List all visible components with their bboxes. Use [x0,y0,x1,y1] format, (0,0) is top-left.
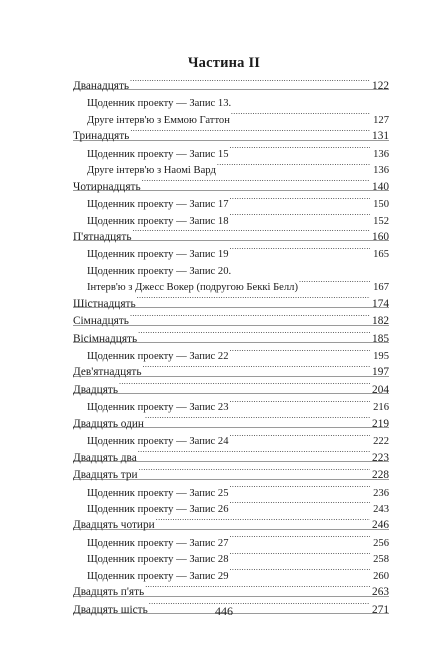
toc-entry-page: 185 [372,332,389,345]
toc-entry-label: Щоденник проекту — Запис 20. [87,265,232,277]
toc-entry-page: 219 [372,417,389,430]
toc-entry-label: Інтерв'ю з Джесс Вокер (подругою Беккі Белл) [87,282,298,294]
toc-entry-label: Щоденник проекту — Запис 18 [87,215,229,227]
toc-entry-label: Щоденник проекту — Запис 24 [87,436,229,448]
dot-leader [217,157,370,173]
page-number: 446 [215,604,233,618]
dot-leader [143,359,371,375]
toc-entry-page: 216 [373,402,389,414]
toc-entry-page: 222 [373,436,389,448]
toc-entry-label: Двадцять [73,383,118,396]
toc-entry-label: Щоденник проекту — Запис 13. [87,98,232,110]
toc-entry-label: Сімнадцять [73,315,129,328]
toc-entry-page: 260 [373,570,389,582]
toc-entry-label: Тринадцять [73,130,130,143]
toc-entry-page: 174 [372,297,389,310]
toc-entry-page: 256 [373,537,389,549]
dot-leader [142,174,370,190]
part-title: Частина II [187,55,261,71]
dot-leader [231,107,370,123]
dot-leader [145,579,370,595]
toc-entry-page: 182 [372,315,389,328]
toc-entry-page: 271 [372,603,389,616]
toc-entry-label: Щоденник проекту — Запис 15 [87,148,229,160]
dot-leader [232,258,370,274]
toc-entry-label: Дванадцять [73,80,130,92]
toc-entry-page: 136 [373,165,389,177]
toc-entry-label: Друге інтерв'ю з Наомі Вард [87,165,216,177]
dot-leader [145,411,370,427]
dot-leader [138,326,370,342]
toc-entry-page: 165 [373,249,389,261]
toc-entry-page: 127 [373,114,389,126]
toc-entry-page: 258 [373,554,389,566]
toc-entry-page: 150 [373,199,389,211]
toc-entry-page: 167 [373,282,389,294]
dot-leader [138,445,370,461]
toc-entry-label: Двадцять три [73,469,138,482]
dot-leader [139,462,370,478]
dot-leader [299,274,370,290]
toc-entry-label: Щоденник проекту — Запис 29 [87,570,229,582]
toc-chapter-entry [73,377,389,394]
toc-entry-label: Друге інтерв'ю з Еммою Гаттон [87,114,230,126]
dot-leader [230,241,370,257]
toc-entry-label: Щоденник проекту — Запис 17 [87,199,229,211]
toc-entry-page: 246 [372,519,389,532]
toc-entry-label: Щоденник проекту — Запис 19 [87,249,229,261]
dot-leader [130,73,370,89]
toc-entry-label: Вісімнадцять [73,332,138,345]
toc-entry-label: Щоденник проекту — Запис 27 [87,537,229,549]
toc-entry-label: Щоденник проекту — Запис 22 [87,351,229,362]
dot-leader [230,141,370,157]
toc-entry-page: 152 [373,215,389,227]
dot-leader [132,224,370,240]
dot-leader [137,291,370,307]
dot-leader [230,496,370,512]
dot-leader [230,480,370,496]
toc-entry-page: 243 [373,503,389,515]
toc-entry-label: Двадцять шість [73,603,148,616]
toc-chapter-entry [73,73,389,90]
table-of-contents [73,73,389,614]
toc-entry-page: 122 [372,80,389,92]
toc-entry-label: Двадцять два [73,451,137,464]
dot-leader [130,308,370,324]
toc-entry-page: 131 [372,130,389,143]
dot-leader [230,208,370,224]
dot-leader [232,90,370,106]
toc-entry-label: Шістнадцять [73,297,136,310]
dot-leader [230,563,370,579]
toc-entry-page: 236 [373,487,389,499]
toc-entry-label: П'ятнадцять [73,230,132,243]
toc-entry-page: 140 [372,180,389,193]
toc-entry-page: 204 [372,383,389,396]
toc-entry-label: Чотирнадцять [73,180,141,193]
toc-entry-page: 197 [372,366,389,379]
dot-leader [230,191,370,207]
toc-entry-page: 195 [373,351,389,362]
toc-entry-label: Щоденник проекту — Запис 23 [87,402,229,414]
toc-entry-label: Двадцять п'ять [73,586,145,599]
toc-entry-label: Двадцять чотири [73,519,155,532]
dot-leader [119,377,370,393]
toc-entry-label: Щоденник проекту — Запис 25 [87,487,229,499]
dot-leader [130,123,370,139]
toc-entry-page: 263 [372,586,389,599]
toc-entry-page: 136 [373,148,389,160]
toc-subentry [73,394,389,414]
dot-leader [230,530,370,546]
toc-entry-label: Двадцять один [73,417,144,430]
dot-leader [230,343,370,359]
toc-entry-label: Щоденник проекту — Запис 28 [87,554,229,566]
toc-entry-label: Щоденник проекту — Запис 26 [87,503,229,515]
toc-entry-page: 223 [372,451,389,464]
toc-entry-page: 160 [372,230,389,243]
toc-entry-label: Дев'ятнадцять [73,366,142,379]
dot-leader [156,512,370,528]
toc-entry-page: 228 [372,469,389,482]
dot-leader [230,428,370,444]
dot-leader [230,394,370,410]
dot-leader [230,546,370,562]
